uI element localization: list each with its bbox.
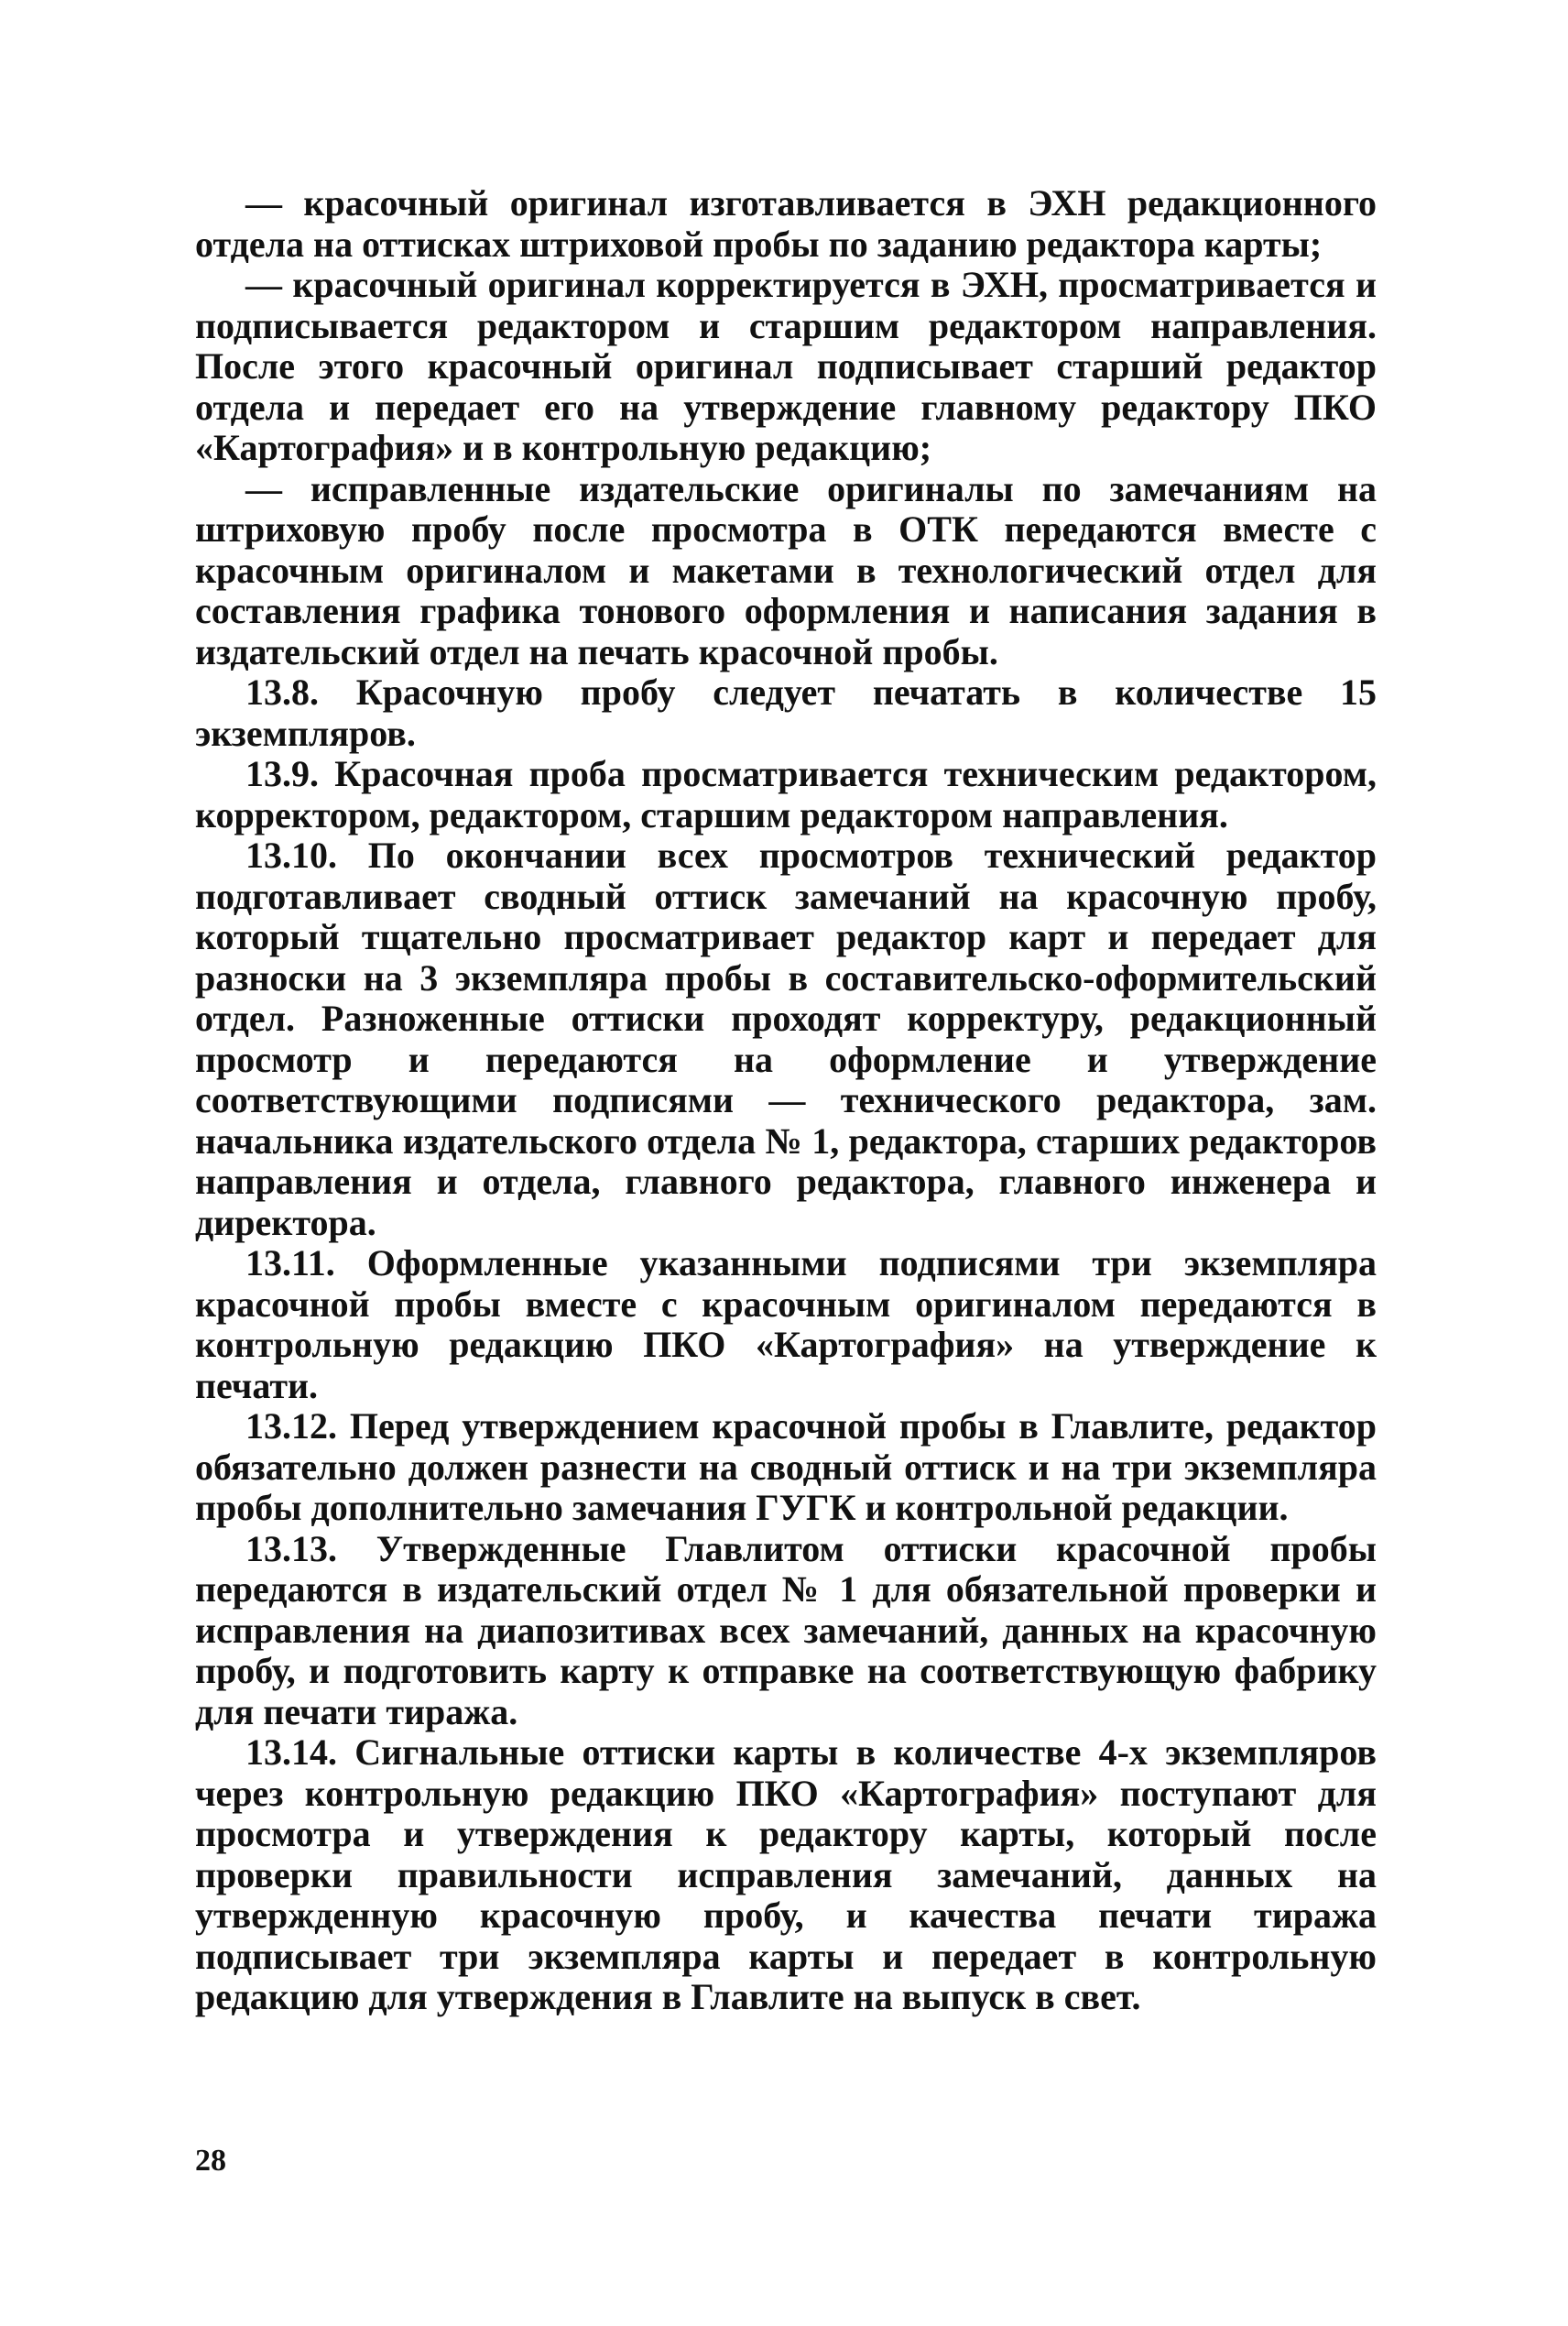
page-number: 28 xyxy=(195,2144,226,2178)
paragraph-13-10: 13.10. По окончании всех просмотров технический редактор подготавливает сводный оттиск замечаний на красочную пробу, который тщательно просматривает редактор карт и передает для разноски на 3 экземпляра пробы в составительско-оформительский отдел. Разноженные оттиски проходят корректуру, редакционный просмотр и передаются на оформление и утверждение соответствующими подписями — технического редактора, зам. начальника издательского отдела № 1, редактора, старших редакторов направления и отдела, главного редактора, главного инженера и директора. xyxy=(195,835,1377,1243)
paragraph-color-original-corrected: — красочный оригинал корректируется в ЭХН, просматривается и подписывается редактором и старшим редактором направления. После этого красочный оригинал подписывает старший редактор отдела и передает его на утверждение главному редактору ПКО «Картография» и в контрольную редакцию; xyxy=(195,264,1377,468)
paragraph-13-9: 13.9. Красочная проба просматривается техническим редактором, корректором, редактором, старшим редактором направления. xyxy=(195,753,1377,835)
paragraph-corrected-originals: — исправленные издательские оригиналы по замечаниям на штриховую пробу после просмотра в ОТК передаются вместе с красочным оригиналом и макетами в технологический отдел для составления графика тонового оформления и написания задания в издательский отдел на печать красочной пробы. xyxy=(195,467,1377,672)
paragraph-13-13: 13.13. Утвержденные Главлитом оттиски красочной пробы передаются в издательский отдел № 1 для обязательной проверки и исправления на диапозитивах всех замечаний, данных на красочную пробу, и подготовить карту к отправке на соответствующую фабрику для печати тиража. xyxy=(195,1527,1377,1732)
body-text xyxy=(195,183,1377,2018)
paragraph-color-original-made: — красочный оригинал изготавливается в ЭХН редакционного отдела на оттисках штриховой пробы по заданию редактора карты; xyxy=(195,182,1377,265)
paragraph-13-8: 13.8. Красочную пробу следует печатать в количестве 15 экземпляров. xyxy=(195,672,1377,754)
paragraph-13-14: 13.14. Сигнальные оттиски карты в количестве 4-х экземпляров через контрольную редакцию ПКО «Картография» поступают для просмотра и утверждения к редактору карты, который после проверки правильности исправления замечаний, данных на утвержденную красочную пробу, и качества печати тиража подписывает три экземпляра карты и передает в контрольную редакцию для утверждения в Главлите на выпуск в свет. xyxy=(195,1731,1377,2017)
paragraph-13-12: 13.12. Перед утверждением красочной пробы в Главлите, редактор обязательно должен разнести на сводный оттиск и на три экземпляра пробы дополнительно замечания ГУГК и контрольной редакции. xyxy=(195,1405,1377,1528)
paragraph-13-11: 13.11. Оформленные указанными подписями три экземпляра красочной пробы вместе с красочным оригиналом передаются в контрольную редакцию ПКО «Картография» на утверждение к печати. xyxy=(195,1242,1377,1406)
